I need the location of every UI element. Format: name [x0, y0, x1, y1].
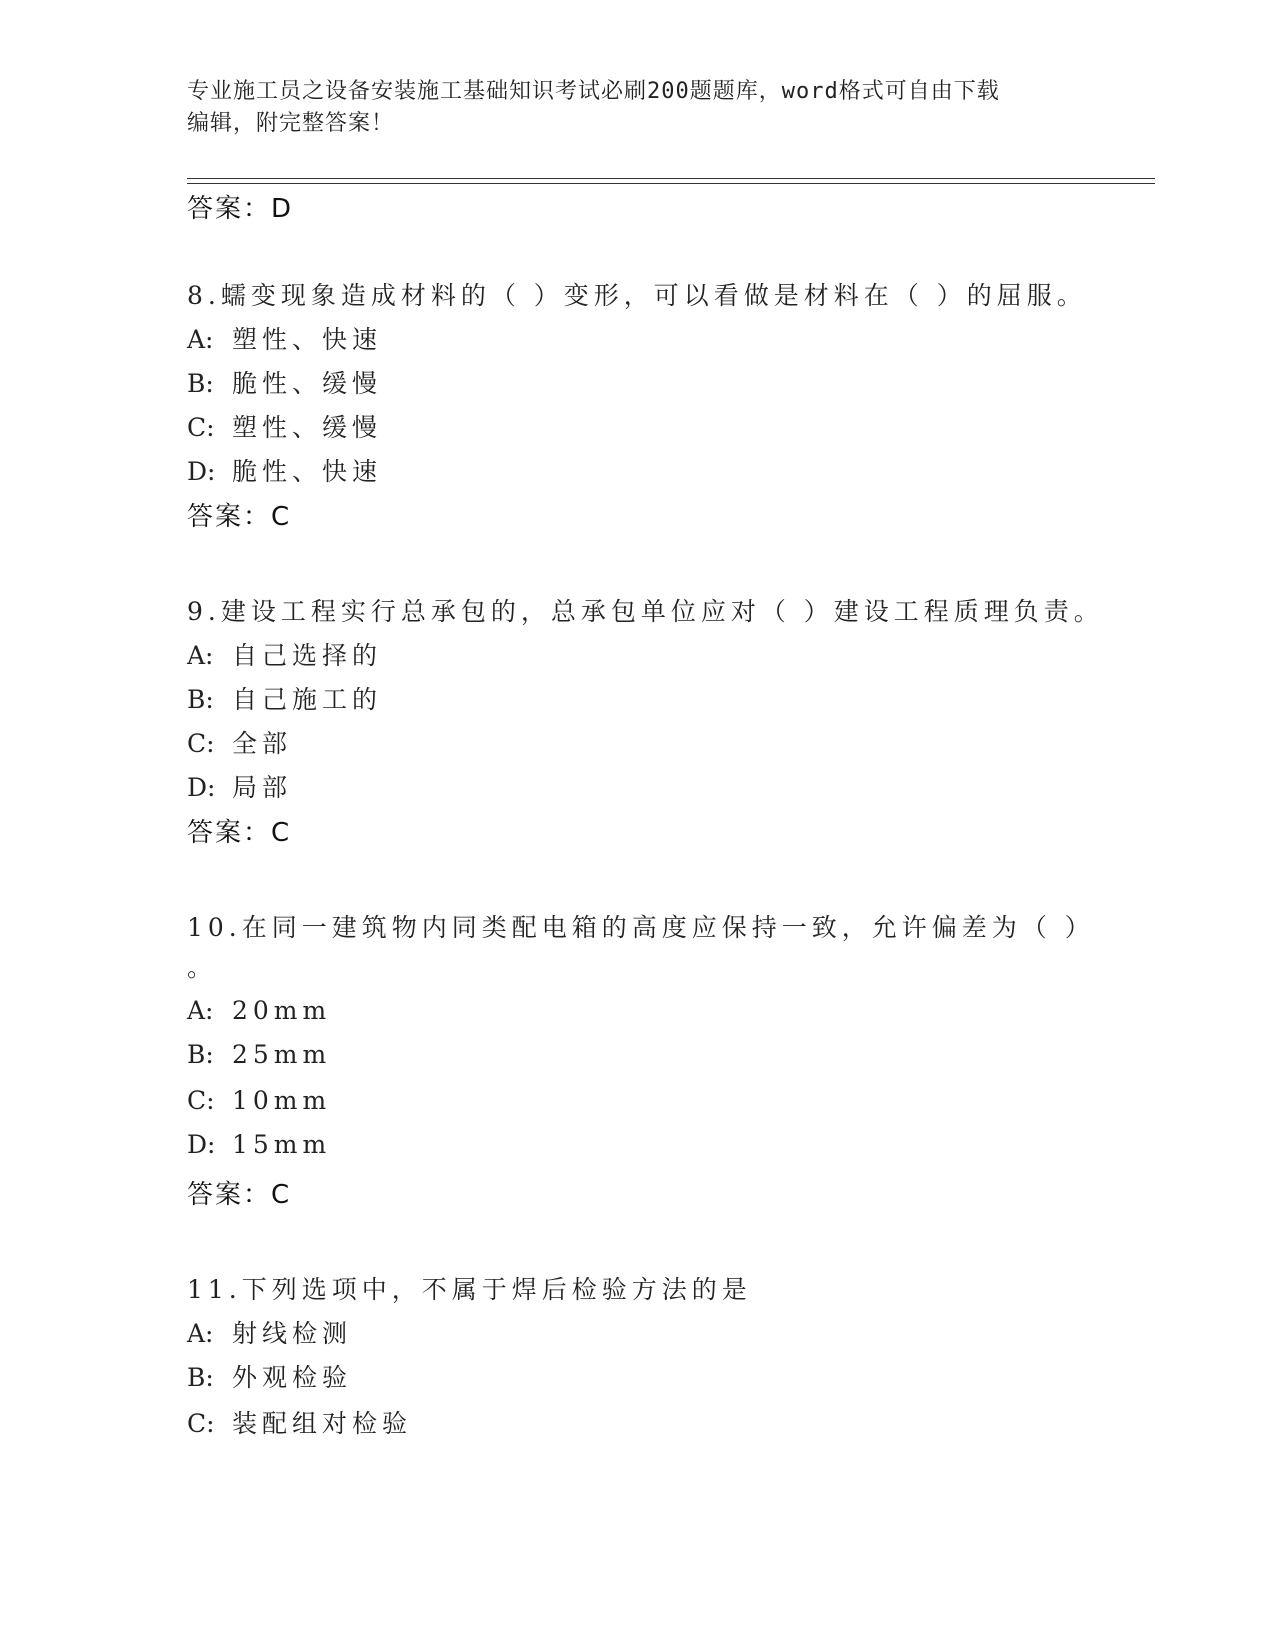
question-9-answer: 答案：C [187, 818, 292, 848]
question-9-option-c: C: 全部 [187, 729, 293, 758]
answer-prev: 答案：D [187, 194, 294, 224]
question-8-option-c: C: 塑性、缓慢 [187, 413, 383, 442]
question-10-stem: 10.在同一建筑物内同类配电箱的高度应保持一致，允许偏差为（ ） [187, 913, 1095, 942]
header-divider-top [187, 178, 1155, 179]
question-9-option-a: A: 自己选择的 [187, 641, 383, 670]
question-11-option-b: B: 外观检验 [187, 1363, 353, 1392]
question-8-option-a: A: 塑性、快速 [187, 325, 383, 354]
document-header [187, 76, 1087, 140]
question-8-option-b: B: 脆性、缓慢 [187, 369, 383, 398]
question-10-answer: 答案：C [187, 1180, 292, 1210]
question-10-option-a: A: 20mm [187, 996, 332, 1025]
question-8-option-d: D: 脆性、快速 [187, 457, 383, 486]
question-11-stem: 11.下列选项中，不属于焊后检验方法的是 [187, 1275, 752, 1304]
question-11-option-c: C: 装配组对检验 [187, 1409, 413, 1438]
question-10-option-b: B: 25mm [187, 1040, 332, 1069]
question-10-option-d: D: 15mm [187, 1130, 332, 1159]
header-line-2: 编辑，附完整答案！ [187, 111, 395, 136]
question-8-stem: 8.蠕变现象造成材料的（ ）变形，可以看做是材料在（ ）的屈服。 [187, 281, 1087, 310]
question-9-option-b: B: 自己施工的 [187, 685, 383, 714]
question-10-stem-cont: 。 [187, 953, 218, 982]
question-10-option-c: C: 10mm [187, 1086, 332, 1115]
question-9-stem: 9.建设工程实行总承包的，总承包单位应对（ ）建设工程质理负责。 [187, 597, 1104, 626]
question-11-option-a: A: 射线检测 [187, 1319, 353, 1348]
question-8-answer: 答案：C [187, 502, 292, 532]
question-9-option-d: D: 局部 [187, 773, 293, 802]
header-line-1: 专业施工员之设备安装施工基础知识考试必刷200题题库，word格式可自由下载 [187, 79, 1000, 104]
header-divider-bottom [187, 183, 1155, 184]
